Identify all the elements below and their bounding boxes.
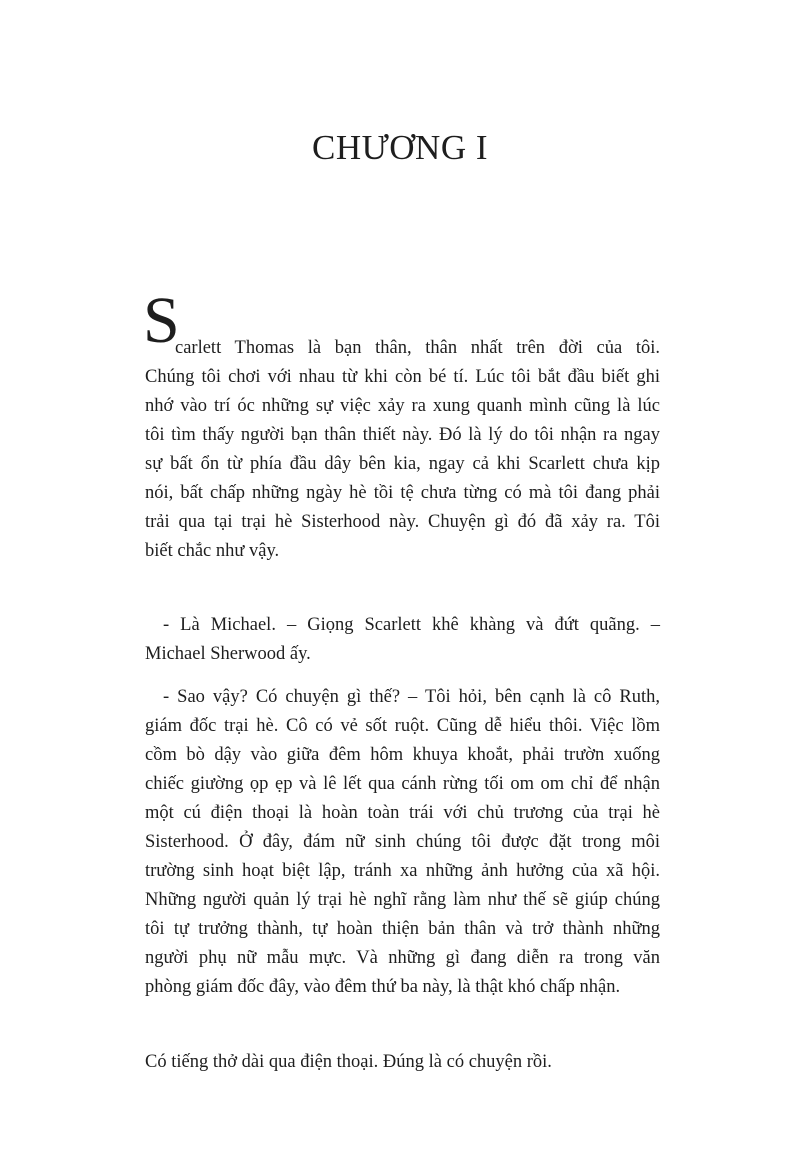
text-line: nhớ vào trí óc những sự việc xảy ra xung quanh mình cũng là lúc bbox=[145, 396, 660, 416]
text-line: trải qua tại trại hè Sisterhood này. Chuyện gì đó đã xảy ra. Tôi bbox=[145, 512, 660, 532]
text-line: tôi tự trưởng thành, tự hoàn thiện bản thân và trở thành những bbox=[145, 919, 660, 939]
text-line: trường sinh hoạt biệt lập, tránh xa những ảnh hưởng của xã hội. bbox=[145, 861, 660, 881]
text-line: biết chắc như vậy. bbox=[145, 541, 280, 561]
text-line: một cú điện thoại là hoàn toàn trái với chủ trương của trại hè bbox=[145, 803, 660, 823]
text-line: nói, bất chấp những ngày hè tồi tệ chưa từng có mà tôi đang phải bbox=[145, 483, 660, 503]
drop-cap: S bbox=[143, 284, 180, 357]
text-line: - Sao vậy? Có chuyện gì thế? – Tôi hỏi, bên cạnh là cô Ruth, bbox=[163, 687, 660, 707]
text-line: giám đốc trại hè. Cô có vẻ sốt ruột. Cũng dễ hiểu thôi. Việc lồm bbox=[145, 716, 660, 736]
text-line: Những người quản lý trại hè nghĩ rằng làm như thế sẽ giúp chúng bbox=[145, 890, 660, 910]
text-line: tôi tìm thấy người bạn thân thiết này. Đó là lý do tôi nhận ra ngay bbox=[145, 425, 660, 445]
text-line: phòng giám đốc đây, vào đêm thứ ba này, là thật khó chấp nhận. bbox=[145, 977, 621, 997]
text-line: cồm bò dậy vào giữa đêm hôm khuya khoắt, phải trườn xuống bbox=[145, 745, 660, 765]
text-line: chiếc giường ọp ẹp và lê lết qua cánh rừng tối om om chỉ để nhận bbox=[145, 774, 660, 794]
text-line: sự bất ổn từ phía đầu dây bên kia, ngay cả khi Scarlett chưa kịp bbox=[145, 454, 660, 474]
chapter-title: CHƯƠNG I bbox=[311, 128, 488, 167]
text-line: Sisterhood. Ở đây, đám nữ sinh chúng tôi được đặt trong môi bbox=[145, 832, 660, 852]
text-line: Có tiếng thở dài qua điện thoại. Đúng là có chuyện rồi. bbox=[145, 1052, 552, 1072]
text-line: Michael Sherwood ấy. bbox=[145, 644, 311, 664]
text-line: carlett Thomas là bạn thân, thân nhất trên đời của tôi. bbox=[175, 338, 660, 358]
text-line: - Là Michael. – Giọng Scarlett khê khàng và đứt quãng. – bbox=[163, 615, 660, 635]
text-line: người phụ nữ mẫu mực. Và những gì đang diễn ra trong văn bbox=[145, 948, 660, 968]
text-line: Chúng tôi chơi với nhau từ khi còn bé tí. Lúc tôi bắt đầu biết ghi bbox=[145, 367, 660, 387]
